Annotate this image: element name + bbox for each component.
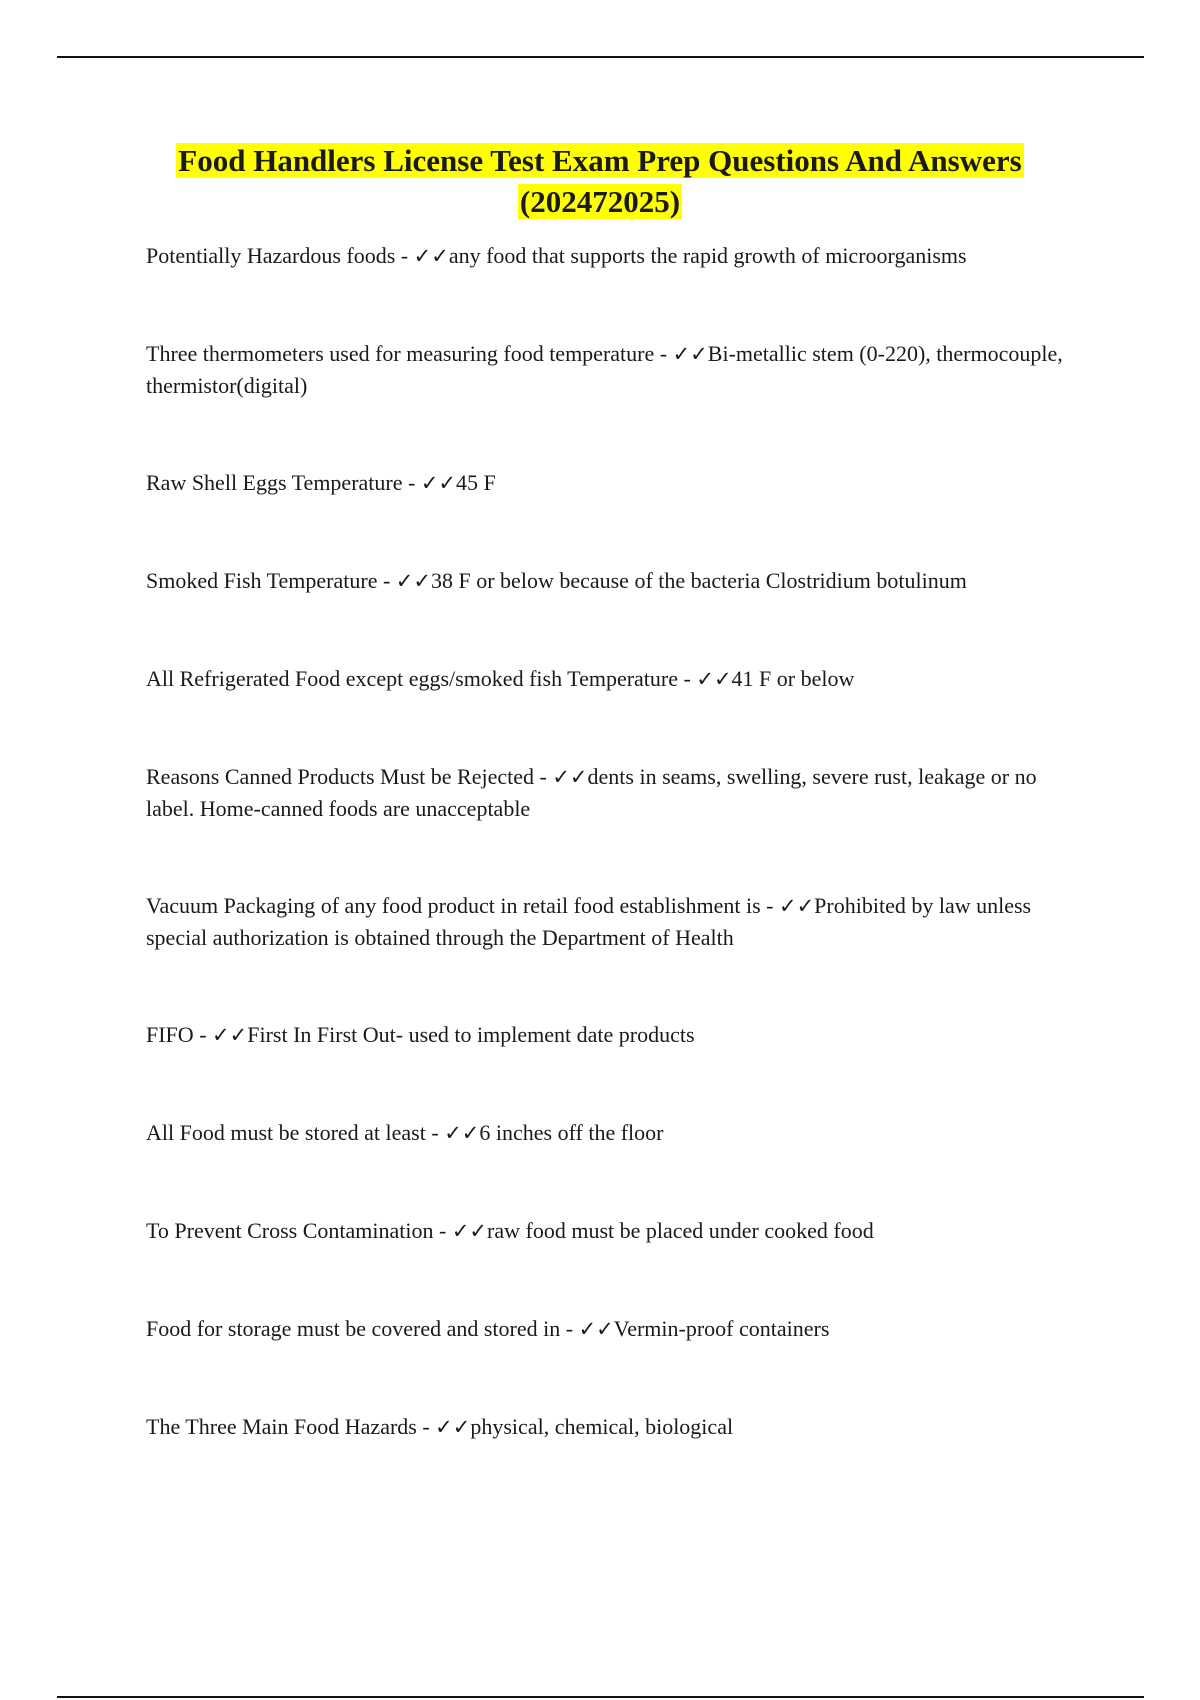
qa-item	[146, 761, 1076, 824]
check-icon: ✓✓	[696, 667, 732, 691]
question: Potentially Hazardous foods	[146, 243, 396, 268]
check-icon: ✓✓	[778, 894, 815, 918]
qa-item	[146, 1313, 1076, 1345]
separator: -	[193, 1022, 213, 1047]
check-icon: ✓✓	[444, 1121, 480, 1145]
check-icon: ✓✓	[552, 765, 588, 789]
qa-list	[146, 240, 1076, 1509]
separator: -	[416, 1414, 436, 1439]
answer: Bi-metallic stem (0-220), thermocouple, thermistor(digital)	[146, 341, 1063, 398]
answer: dents in seams, swelling, severe rust, leakage or no label. Home-canned foods are unacceptable	[146, 764, 1037, 821]
check-icon: ✓✓	[672, 342, 708, 366]
qa-item	[146, 890, 1076, 953]
question: All Food must be stored at least	[146, 1120, 426, 1145]
answer: physical, chemical, biological	[470, 1414, 734, 1439]
document-title	[100, 140, 1100, 222]
separator: -	[425, 1120, 445, 1145]
answer: any food that supports the rapid growth of microorganisms	[448, 243, 967, 268]
question: The Three Main Food Hazards	[146, 1414, 417, 1439]
question: To Prevent Cross Contamination	[146, 1218, 434, 1243]
question: Three thermometers used for measuring food temperature	[146, 341, 655, 366]
answer: raw food must be placed under cooked food	[487, 1218, 874, 1243]
answer: Vermin-proof containers	[613, 1316, 830, 1341]
question: All Refrigerated Food except eggs/smoked fish Temperature	[146, 666, 679, 691]
answer: 45 F	[456, 470, 496, 495]
question: Vacuum Packaging of any food product in retail food establishment is	[146, 893, 761, 918]
question: Food for storage must be covered and stored in	[146, 1316, 561, 1341]
separator: -	[395, 243, 414, 268]
separator: -	[433, 1218, 452, 1243]
qa-item	[146, 338, 1076, 401]
question: Smoked Fish Temperature	[146, 568, 378, 593]
separator: -	[678, 666, 697, 691]
check-icon: ✓✓	[395, 569, 431, 593]
separator: -	[760, 893, 779, 918]
check-icon: ✓✓	[578, 1317, 614, 1341]
check-icon: ✓✓	[413, 244, 449, 268]
top-rule	[57, 56, 1144, 58]
separator: -	[534, 764, 553, 789]
answer: Prohibited by law unless special authorization is obtained through the Department of Health	[146, 893, 1032, 950]
question: Raw Shell Eggs Temperature	[146, 470, 403, 495]
answer: First In First Out- used to implement date products	[247, 1022, 695, 1047]
separator: -	[402, 470, 421, 495]
qa-item	[146, 1215, 1076, 1247]
check-icon: ✓✓	[420, 471, 457, 495]
qa-item	[146, 1019, 1076, 1051]
check-icon: ✓✓	[435, 1415, 471, 1439]
separator: -	[377, 568, 396, 593]
answer: 6 inches off the floor	[479, 1120, 664, 1145]
question: FIFO	[146, 1022, 194, 1047]
qa-item	[146, 1411, 1076, 1443]
qa-item	[146, 1117, 1076, 1149]
answer: 41 F or below	[731, 666, 855, 691]
qa-item	[146, 565, 1076, 597]
separator: -	[560, 1316, 579, 1341]
question: Reasons Canned Products Must be Rejected	[146, 764, 534, 789]
separator: -	[654, 341, 673, 366]
check-icon: ✓✓	[212, 1023, 248, 1047]
qa-item	[146, 467, 1076, 499]
check-icon: ✓✓	[451, 1219, 488, 1243]
answer: 38 F or below because of the bacteria Clostridium botulinum	[431, 568, 967, 593]
title-line-2: (202472025)	[519, 184, 681, 219]
qa-item	[146, 663, 1076, 695]
bottom-rule	[57, 1696, 1144, 1698]
title-line-1: Food Handlers License Test Exam Prep Questions And Answers	[178, 143, 1022, 178]
qa-item	[146, 240, 1076, 272]
